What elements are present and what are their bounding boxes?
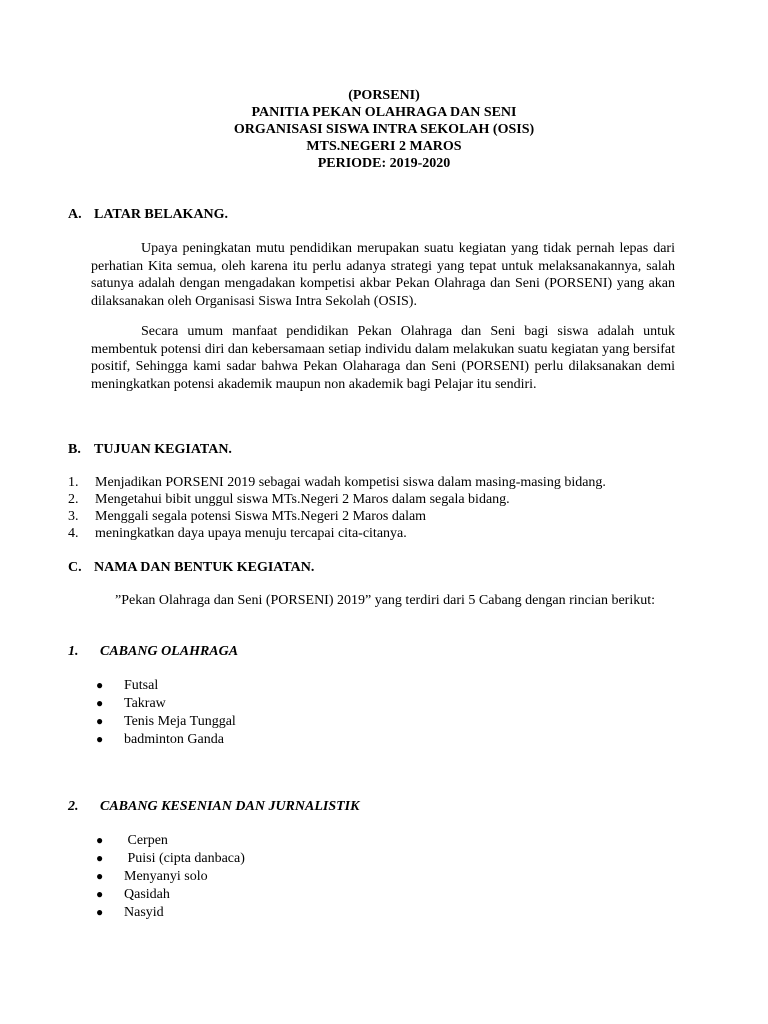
bullet-item xyxy=(96,713,236,730)
section-a-heading xyxy=(68,206,228,223)
header-line-period: PERIODE: 2019-2020 xyxy=(317,156,451,171)
list-item-number: 2. xyxy=(68,492,79,507)
section-a-paragraph-2-text: Secara umum manfaat pendidikan Pekan Olahraga dan Seni bagi siswa adalah untuk membentuk potensi diri dan kebersamaan setiap individu dalam melakukan suatu kegiatan yang bersifat positif, Sehingga kami sadar bahwa Pekan Olaharaga dan Seni (PORSENI) perlu dilaksanakan demi meningkatkan potensi akademik maupun non akademik bagi Pelajar itu sendiri. xyxy=(91,324,675,392)
list-item xyxy=(68,508,426,525)
bullet-item-text: Puisi (cipta danbaca) xyxy=(124,851,245,866)
bullet-item xyxy=(96,850,245,867)
list-item xyxy=(68,491,510,508)
bullet-icon: ● xyxy=(96,696,104,710)
section-a-paragraph-1-text: Upaya peningkatan mutu pendidikan merupakan suatu kegiatan yang tidak pernah lepas dari perhatian Kita semua, oleh karena itu perlu adanya strategi yang tepat untuk melaksanakannya, salah satunya adalah dengan mengadakan kompetisi akbar Pekan Olahraga dan Seni (PORSENI) yang akan dilaksanakan oleh Organisasi Siswa Intra Sekolah (OSIS). xyxy=(91,241,675,309)
subsection-title: CABANG KESENIAN DAN JURNALISTIK xyxy=(100,799,360,814)
bullet-item-text: Futsal xyxy=(124,678,159,693)
list-item-number: 3. xyxy=(68,509,79,524)
bullet-icon: ● xyxy=(96,732,104,746)
bullet-item xyxy=(96,832,168,849)
bullet-icon: ● xyxy=(96,851,104,865)
bullet-icon: ● xyxy=(96,678,104,692)
section-a-paragraph-2 xyxy=(91,323,675,393)
section-b-number: B. xyxy=(68,442,81,457)
section-c-intro-text: ”Pekan Olahraga dan Seni (PORSENI) 2019” yang terdiri dari 5 Cabang dengan rincian berikut: xyxy=(115,593,656,608)
bullet-icon: ● xyxy=(96,905,104,919)
bullet-item-text: Menyanyi solo xyxy=(124,869,208,884)
subsection-title: CABANG OLAHRAGA xyxy=(100,644,239,659)
list-item-text: Mengetahui bibit unggul siswa MTs.Negeri 2 Maros dalam segala bidang. xyxy=(95,492,510,507)
bullet-item xyxy=(96,886,170,903)
list-item xyxy=(68,525,407,542)
section-c-number: C. xyxy=(68,560,82,575)
bullet-item-text: Tenis Meja Tunggal xyxy=(124,714,236,729)
section-a-paragraph-1 xyxy=(91,240,675,310)
bullet-item xyxy=(96,904,164,921)
header-line-panitia: PANITIA PEKAN OLAHRAGA DAN SENI xyxy=(251,105,517,120)
bullet-item xyxy=(96,677,158,694)
section-c-title: NAMA DAN BENTUK KEGIATAN. xyxy=(94,560,315,575)
bullet-icon: ● xyxy=(96,714,104,728)
bullet-item xyxy=(96,731,224,748)
list-item-text: meningkatkan daya upaya menuju tercapai cita-citanya. xyxy=(95,526,407,541)
list-item-number: 4. xyxy=(68,526,79,541)
list-item-number: 1. xyxy=(68,475,79,490)
subsection-number: 2. xyxy=(68,799,79,814)
bullet-item-text: Nasyid xyxy=(124,905,164,920)
bullet-item-text: Takraw xyxy=(124,696,166,711)
bullet-icon: ● xyxy=(96,887,104,901)
header-line-osis: ORGANISASI SISWA INTRA SEKOLAH (OSIS) xyxy=(233,122,535,137)
bullet-item-text: Qasidah xyxy=(124,887,170,902)
section-b-heading xyxy=(68,441,232,458)
list-item-text: Menggali segala potensi Siswa MTs.Negeri 2 Maros dalam xyxy=(95,509,427,524)
bullet-icon: ● xyxy=(96,869,104,883)
bullet-item-text: Cerpen xyxy=(124,833,168,848)
section-a-number: A. xyxy=(68,207,82,222)
section-c-heading xyxy=(68,559,314,576)
bullet-icon: ● xyxy=(96,833,104,847)
header-line-porseni: (PORSENI) xyxy=(348,88,420,103)
bullet-item xyxy=(96,868,208,885)
subsection-kesenian-heading xyxy=(68,798,359,815)
subsection-olahraga-heading xyxy=(68,643,238,660)
subsection-number: 1. xyxy=(68,644,79,659)
list-item xyxy=(68,474,606,491)
section-b-title: TUJUAN KEGIATAN. xyxy=(94,442,232,457)
header-line-school: MTS.NEGERI 2 MAROS xyxy=(306,139,462,154)
section-c-intro xyxy=(91,592,675,610)
list-item-text: Menjadikan PORSENI 2019 sebagai wadah kompetisi siswa dalam masing-masing bidang. xyxy=(95,475,606,490)
bullet-item xyxy=(96,695,166,712)
section-a-title: LATAR BELAKANG. xyxy=(94,207,229,222)
bullet-item-text: badminton Ganda xyxy=(124,732,224,747)
